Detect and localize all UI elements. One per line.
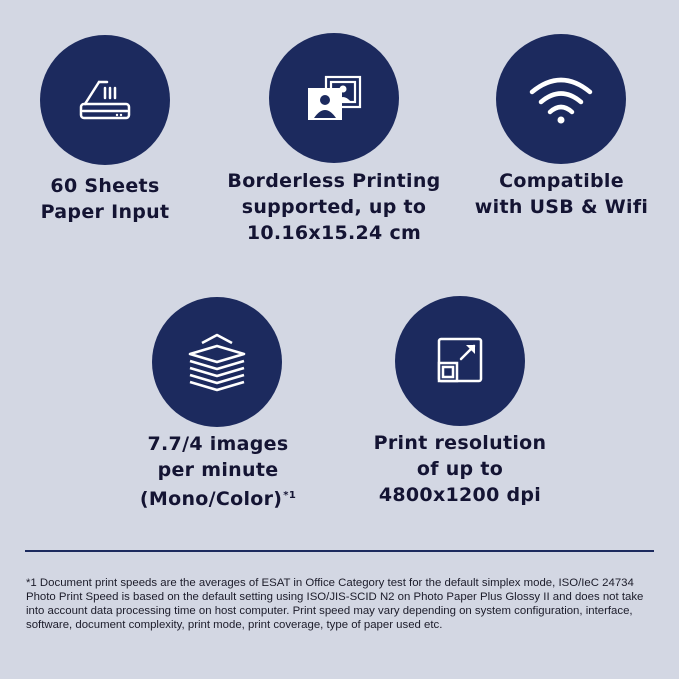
footnote-text: *1 Document print speeds are the averages of ESAT in Office Category test for the default simplex mode, ISO/IeC 24734 Photo Print Speed is based on the default setting using ISO/JIS-SCID N2 on Photo Paper Plus Glossy II and does not take into account data processing time on host computer. Print speed may vary depending on system configuration, interface, software, document complexity, print mode, print coverage, type of paper used etc. — [26, 577, 644, 631]
resize-icon — [420, 321, 500, 401]
feature-icon-circle-resolution — [395, 296, 525, 426]
feature-icon-circle-borderless — [269, 33, 399, 163]
scanner-icon — [65, 60, 145, 140]
feature-label-resolution: Print resolution of up to 4800x1200 dpi — [373, 432, 547, 506]
feature-icon-circle-print-speed — [152, 297, 282, 427]
feature-label-connectivity: Compatible with USB & Wifi — [474, 170, 649, 218]
feature-label-paper-input: 60 Sheets Paper Input — [40, 175, 170, 223]
footnote-reference: *1 — [283, 490, 297, 501]
feature-label-print-speed: 7.7/4 images per minute (Mono/Color)$^{*1}$ — [139, 433, 297, 510]
feature-icon-circle-paper-input — [40, 35, 170, 165]
photo-prints-icon — [291, 55, 377, 141]
wifi-icon — [516, 54, 606, 144]
paper-stack-icon — [172, 317, 262, 407]
section-divider — [25, 550, 654, 552]
feature-label-borderless: Borderless Printing supported, up to 10.16x15.24 cm — [227, 170, 441, 244]
feature-icon-circle-connectivity — [496, 34, 626, 164]
